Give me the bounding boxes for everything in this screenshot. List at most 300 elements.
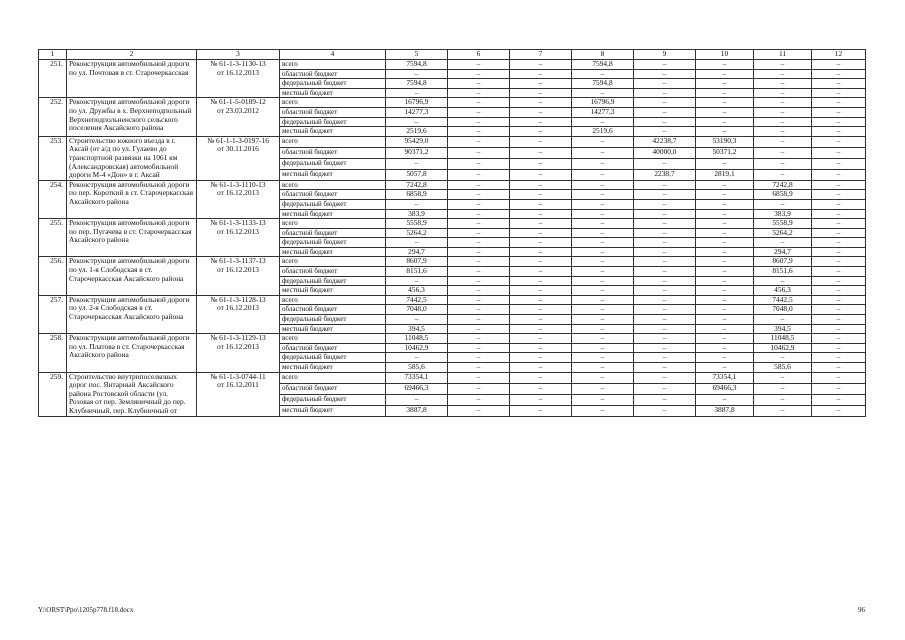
- amount-cell: –: [572, 180, 634, 190]
- program-table: [38, 49, 866, 417]
- amount-cell: 456,3: [386, 286, 448, 296]
- amount-cell: –: [448, 372, 510, 383]
- amount-cell: –: [754, 88, 812, 98]
- amount-cell: –: [448, 334, 510, 344]
- amount-cell: –: [448, 267, 510, 277]
- funding-source: федеральный бюджет: [280, 199, 386, 209]
- amount-cell: –: [572, 228, 634, 238]
- amount-cell: –: [812, 107, 866, 117]
- amount-cell: –: [634, 69, 696, 79]
- amount-cell: –: [386, 276, 448, 286]
- amount-cell: –: [448, 98, 510, 108]
- amount-cell: –: [812, 324, 866, 334]
- amount-cell: –: [448, 247, 510, 257]
- amount-cell: –: [634, 343, 696, 353]
- amount-cell: –: [634, 383, 696, 394]
- amount-cell: –: [634, 158, 696, 169]
- amount-cell: –: [696, 158, 754, 169]
- expertise-reference: [197, 257, 280, 295]
- expertise-reference-line: от 16.12.2013: [217, 226, 259, 236]
- amount-cell: 7242,8: [386, 180, 448, 190]
- column-number-4: 4: [280, 50, 386, 60]
- amount-cell: –: [510, 79, 572, 89]
- amount-cell: –: [510, 169, 572, 180]
- funding-source: всего: [280, 372, 386, 383]
- amount-cell: –: [812, 88, 866, 98]
- amount-cell: –: [812, 209, 866, 219]
- row-number: 258.: [39, 334, 67, 372]
- amount-cell: –: [812, 363, 866, 373]
- amount-cell: 90371,2: [386, 147, 448, 158]
- amount-cell: –: [572, 199, 634, 209]
- column-number-12: 12: [812, 50, 866, 60]
- amount-cell: 5558,9: [754, 219, 812, 229]
- column-number-2: 2: [67, 50, 197, 60]
- amount-cell: –: [812, 219, 866, 229]
- funding-source: всего: [280, 136, 386, 147]
- amount-cell: –: [510, 295, 572, 305]
- amount-cell: –: [634, 286, 696, 296]
- amount-cell: –: [448, 79, 510, 89]
- funding-source: федеральный бюджет: [280, 276, 386, 286]
- amount-cell: –: [812, 372, 866, 383]
- amount-cell: –: [510, 276, 572, 286]
- amount-cell: –: [754, 276, 812, 286]
- expertise-reference: [197, 295, 280, 333]
- amount-cell: –: [754, 136, 812, 147]
- expertise-reference: [197, 334, 280, 372]
- amount-cell: 383,9: [754, 209, 812, 219]
- table-row: [39, 257, 866, 267]
- amount-cell: –: [510, 315, 572, 325]
- amount-cell: –: [812, 267, 866, 277]
- amount-cell: 2519,6: [572, 127, 634, 137]
- amount-cell: –: [448, 343, 510, 353]
- row-number: 253.: [39, 136, 67, 180]
- column-number-1: 1: [39, 50, 67, 60]
- amount-cell: 394,5: [386, 324, 448, 334]
- amount-cell: –: [448, 117, 510, 127]
- amount-cell: –: [696, 257, 754, 267]
- amount-cell: –: [696, 247, 754, 257]
- object-name: Реконструкция автомобильной дороги по ул. 2-я Слободская в ст. Старочеркасская Аксайского района: [67, 295, 197, 333]
- amount-cell: –: [634, 363, 696, 373]
- amount-cell: –: [696, 209, 754, 219]
- amount-cell: –: [510, 324, 572, 334]
- amount-cell: –: [448, 383, 510, 394]
- amount-cell: –: [510, 190, 572, 200]
- funding-source: областной бюджет: [280, 383, 386, 394]
- funding-source: местный бюджет: [280, 247, 386, 257]
- amount-cell: –: [634, 257, 696, 267]
- amount-cell: –: [696, 286, 754, 296]
- funding-source: местный бюджет: [280, 324, 386, 334]
- amount-cell: –: [510, 69, 572, 79]
- amount-cell: –: [696, 295, 754, 305]
- amount-cell: –: [448, 209, 510, 219]
- expertise-reference: [197, 98, 280, 136]
- amount-cell: –: [510, 267, 572, 277]
- funding-source: областной бюджет: [280, 305, 386, 315]
- amount-cell: –: [510, 147, 572, 158]
- amount-cell: –: [572, 257, 634, 267]
- amount-cell: –: [696, 334, 754, 344]
- expertise-reference-line: № 61-1-3-1128-13: [210, 295, 266, 304]
- amount-cell: –: [510, 383, 572, 394]
- funding-source: областной бюджет: [280, 147, 386, 158]
- amount-cell: –: [386, 69, 448, 79]
- expertise-reference-line: № 61-1-3-1130-13: [210, 59, 266, 68]
- amount-cell: –: [696, 353, 754, 363]
- amount-cell: –: [812, 343, 866, 353]
- amount-cell: –: [812, 69, 866, 79]
- amount-cell: 294,7: [386, 247, 448, 257]
- amount-cell: –: [448, 276, 510, 286]
- amount-cell: –: [812, 247, 866, 257]
- expertise-reference-line: от 16.12.2013: [217, 67, 259, 77]
- amount-cell: –: [448, 295, 510, 305]
- amount-cell: –: [634, 276, 696, 286]
- amount-cell: –: [572, 372, 634, 383]
- amount-cell: 14277,3: [386, 107, 448, 117]
- funding-source: федеральный бюджет: [280, 315, 386, 325]
- amount-cell: –: [448, 257, 510, 267]
- funding-source: всего: [280, 334, 386, 344]
- amount-cell: –: [754, 383, 812, 394]
- amount-cell: –: [386, 394, 448, 405]
- amount-cell: –: [812, 334, 866, 344]
- table-body: [39, 60, 866, 417]
- amount-cell: –: [386, 353, 448, 363]
- amount-cell: –: [634, 324, 696, 334]
- object-name: Реконструкция автомобильной дороги по ул. Почтовая в ст. Старочеркасская: [67, 60, 197, 98]
- amount-cell: –: [696, 107, 754, 117]
- amount-cell: 10462,9: [754, 343, 812, 353]
- amount-cell: –: [634, 372, 696, 383]
- amount-cell: –: [510, 199, 572, 209]
- row-number: 255.: [39, 219, 67, 257]
- amount-cell: –: [572, 315, 634, 325]
- amount-cell: –: [510, 257, 572, 267]
- amount-cell: 5558,9: [386, 219, 448, 229]
- amount-cell: –: [510, 117, 572, 127]
- amount-cell: 42238,7: [634, 136, 696, 147]
- expertise-reference-line: № 61-1-1-3-0197-16: [207, 136, 269, 145]
- amount-cell: –: [448, 88, 510, 98]
- amount-cell: –: [754, 107, 812, 117]
- amount-cell: –: [572, 295, 634, 305]
- expertise-reference: [197, 219, 280, 257]
- amount-cell: 69466,3: [386, 383, 448, 394]
- amount-cell: –: [448, 60, 510, 70]
- amount-cell: –: [812, 286, 866, 296]
- funding-source: всего: [280, 98, 386, 108]
- amount-cell: –: [696, 228, 754, 238]
- amount-cell: –: [572, 147, 634, 158]
- amount-cell: –: [696, 267, 754, 277]
- expertise-reference-line: № 61-1-3-1129-13: [210, 333, 266, 343]
- funding-source: местный бюджет: [280, 127, 386, 137]
- amount-cell: 394,5: [754, 324, 812, 334]
- amount-cell: –: [634, 353, 696, 363]
- amount-cell: –: [510, 405, 572, 416]
- amount-cell: –: [572, 276, 634, 286]
- amount-cell: –: [634, 394, 696, 405]
- table-row: [39, 219, 866, 229]
- amount-cell: 3887,8: [386, 405, 448, 416]
- amount-cell: 8607,9: [754, 257, 812, 267]
- amount-cell: –: [510, 363, 572, 373]
- amount-cell: –: [448, 69, 510, 79]
- amount-cell: –: [634, 199, 696, 209]
- amount-cell: 8151,6: [754, 267, 812, 277]
- amount-cell: –: [510, 305, 572, 315]
- amount-cell: 73354,1: [696, 372, 754, 383]
- amount-cell: –: [754, 238, 812, 248]
- amount-cell: –: [696, 69, 754, 79]
- amount-cell: –: [754, 147, 812, 158]
- amount-cell: –: [696, 276, 754, 286]
- amount-cell: –: [696, 199, 754, 209]
- column-number-3: 3: [197, 50, 280, 60]
- amount-cell: –: [572, 305, 634, 315]
- amount-cell: 585,6: [386, 363, 448, 373]
- amount-cell: –: [448, 405, 510, 416]
- amount-cell: –: [812, 353, 866, 363]
- column-number-7: 7: [510, 50, 572, 60]
- funding-source: областной бюджет: [280, 228, 386, 238]
- amount-cell: 16796,9: [386, 98, 448, 108]
- amount-cell: –: [634, 238, 696, 248]
- amount-cell: –: [812, 199, 866, 209]
- amount-cell: –: [696, 343, 754, 353]
- amount-cell: –: [572, 117, 634, 127]
- amount-cell: –: [572, 219, 634, 229]
- amount-cell: –: [510, 136, 572, 147]
- amount-cell: 7594,8: [572, 60, 634, 70]
- funding-source: местный бюджет: [280, 209, 386, 219]
- amount-cell: 456,3: [754, 286, 812, 296]
- amount-cell: 383,9: [386, 209, 448, 219]
- amount-cell: –: [448, 190, 510, 200]
- amount-cell: –: [634, 334, 696, 344]
- amount-cell: –: [696, 79, 754, 89]
- expertise-reference-line: № 61-1-3-1137-13: [210, 256, 266, 266]
- amount-cell: –: [386, 117, 448, 127]
- funding-source: всего: [280, 257, 386, 267]
- funding-source: всего: [280, 295, 386, 305]
- amount-cell: 73354,1: [386, 372, 448, 383]
- amount-cell: 95429,0: [386, 136, 448, 147]
- amount-cell: –: [510, 353, 572, 363]
- amount-cell: –: [812, 117, 866, 127]
- amount-cell: 8151,6: [386, 267, 448, 277]
- amount-cell: –: [448, 127, 510, 137]
- amount-cell: –: [634, 180, 696, 190]
- amount-cell: –: [812, 305, 866, 315]
- expertise-reference-line: № 61-1-3-1133-13: [210, 218, 266, 228]
- amount-cell: 7242,8: [754, 180, 812, 190]
- object-name: Реконструкция автомобильной дороги по ул. 1-я Слободская в ст. Старочеркасская Аксайского района: [67, 257, 197, 295]
- expertise-reference-line: от 16.12.2013: [217, 188, 259, 198]
- amount-cell: –: [386, 158, 448, 169]
- amount-cell: –: [634, 60, 696, 70]
- amount-cell: –: [812, 147, 866, 158]
- amount-cell: –: [448, 136, 510, 147]
- amount-cell: –: [634, 107, 696, 117]
- amount-cell: –: [510, 158, 572, 169]
- amount-cell: 40000,0: [634, 147, 696, 158]
- amount-cell: –: [448, 305, 510, 315]
- expertise-reference-line: от 16.12.2013: [217, 341, 259, 351]
- amount-cell: –: [696, 394, 754, 405]
- amount-cell: –: [634, 127, 696, 137]
- table-row: [39, 334, 866, 344]
- expertise-reference-line: № 61-1-5-0189-12: [210, 97, 266, 107]
- expertise-reference-line: от 16.12.2011: [217, 380, 259, 390]
- funding-source: федеральный бюджет: [280, 79, 386, 89]
- amount-cell: –: [634, 228, 696, 238]
- amount-cell: –: [572, 363, 634, 373]
- amount-cell: 6858,9: [386, 190, 448, 200]
- amount-cell: –: [754, 315, 812, 325]
- amount-cell: –: [448, 147, 510, 158]
- amount-cell: –: [448, 315, 510, 325]
- funding-source: местный бюджет: [280, 286, 386, 296]
- row-number: 257.: [39, 295, 67, 333]
- amount-cell: –: [572, 136, 634, 147]
- amount-cell: 294,7: [754, 247, 812, 257]
- amount-cell: –: [812, 228, 866, 238]
- column-number-9: 9: [634, 50, 696, 60]
- amount-cell: 2819,1: [696, 169, 754, 180]
- amount-cell: –: [572, 324, 634, 334]
- amount-cell: –: [754, 69, 812, 79]
- amount-cell: –: [634, 219, 696, 229]
- amount-cell: –: [448, 180, 510, 190]
- expertise-reference: [197, 180, 280, 218]
- amount-cell: –: [754, 169, 812, 180]
- amount-cell: –: [754, 117, 812, 127]
- amount-cell: –: [754, 127, 812, 137]
- object-name: Реконструкция автомобильной дороги по пер. Короткий в ст. Старочеркасская Аксайского района: [67, 180, 197, 218]
- amount-cell: –: [572, 394, 634, 405]
- amount-cell: –: [696, 98, 754, 108]
- column-number-11: 11: [754, 50, 812, 60]
- amount-cell: –: [696, 219, 754, 229]
- amount-cell: 7594,8: [386, 79, 448, 89]
- amount-cell: –: [510, 98, 572, 108]
- amount-cell: –: [386, 315, 448, 325]
- amount-cell: 16796,9: [572, 98, 634, 108]
- funding-source: областной бюджет: [280, 267, 386, 277]
- amount-cell: –: [696, 190, 754, 200]
- amount-cell: –: [812, 238, 866, 248]
- amount-cell: –: [634, 267, 696, 277]
- column-number-6: 6: [448, 50, 510, 60]
- amount-cell: –: [386, 238, 448, 248]
- amount-cell: –: [696, 324, 754, 334]
- amount-cell: –: [448, 353, 510, 363]
- amount-cell: 585,6: [754, 363, 812, 373]
- amount-cell: –: [510, 238, 572, 248]
- funding-source: местный бюджет: [280, 169, 386, 180]
- funding-source: всего: [280, 219, 386, 229]
- amount-cell: –: [510, 60, 572, 70]
- amount-cell: –: [510, 219, 572, 229]
- amount-cell: –: [696, 363, 754, 373]
- amount-cell: –: [812, 257, 866, 267]
- expertise-reference-line: от 30.11.2016: [217, 144, 259, 154]
- amount-cell: –: [634, 190, 696, 200]
- amount-cell: –: [510, 372, 572, 383]
- amount-cell: –: [572, 88, 634, 98]
- amount-cell: –: [812, 169, 866, 180]
- amount-cell: –: [510, 88, 572, 98]
- amount-cell: –: [448, 107, 510, 117]
- amount-cell: –: [812, 394, 866, 405]
- amount-cell: 2238,7: [634, 169, 696, 180]
- table-row: [39, 180, 866, 190]
- row-number: 256.: [39, 257, 67, 295]
- amount-cell: –: [696, 117, 754, 127]
- amount-cell: –: [448, 394, 510, 405]
- amount-cell: –: [510, 343, 572, 353]
- funding-source: местный бюджет: [280, 88, 386, 98]
- amount-cell: –: [572, 343, 634, 353]
- funding-source: федеральный бюджет: [280, 394, 386, 405]
- funding-source: областной бюджет: [280, 343, 386, 353]
- amount-cell: –: [634, 79, 696, 89]
- amount-cell: –: [572, 238, 634, 248]
- amount-cell: –: [754, 60, 812, 70]
- funding-source: местный бюджет: [280, 363, 386, 373]
- row-number: 259.: [39, 372, 67, 416]
- amount-cell: –: [448, 199, 510, 209]
- amount-cell: –: [696, 180, 754, 190]
- funding-source: федеральный бюджет: [280, 353, 386, 363]
- amount-cell: –: [448, 324, 510, 334]
- amount-cell: 50371,2: [696, 147, 754, 158]
- table-row: [39, 295, 866, 305]
- amount-cell: –: [754, 98, 812, 108]
- amount-cell: –: [812, 315, 866, 325]
- amount-cell: 7442,5: [754, 295, 812, 305]
- amount-cell: 10462,9: [386, 343, 448, 353]
- expertise-reference-line: № 61-1-3-0744-11: [210, 372, 266, 381]
- amount-cell: –: [572, 286, 634, 296]
- amount-cell: 7048,0: [386, 305, 448, 315]
- amount-cell: –: [812, 158, 866, 169]
- amount-cell: –: [572, 405, 634, 416]
- amount-cell: –: [510, 209, 572, 219]
- expertise-reference-line: от 16.12.2013: [217, 265, 259, 275]
- amount-cell: 5057,8: [386, 169, 448, 180]
- amount-cell: 7594,8: [386, 60, 448, 70]
- amount-cell: –: [754, 394, 812, 405]
- amount-cell: 3887,8: [696, 405, 754, 416]
- column-number-10: 10: [696, 50, 754, 60]
- table-row: [39, 98, 866, 108]
- row-number: 252.: [39, 98, 67, 136]
- amount-cell: 11048,5: [386, 334, 448, 344]
- amount-cell: –: [754, 372, 812, 383]
- expertise-reference: [197, 60, 280, 98]
- object-name: Реконструкция автомобильной дороги по пер. Пугачева в ст. Старочеркасская Аксайского района: [67, 219, 197, 257]
- amount-cell: 53190,3: [696, 136, 754, 147]
- funding-source: местный бюджет: [280, 405, 386, 416]
- amount-cell: –: [448, 238, 510, 248]
